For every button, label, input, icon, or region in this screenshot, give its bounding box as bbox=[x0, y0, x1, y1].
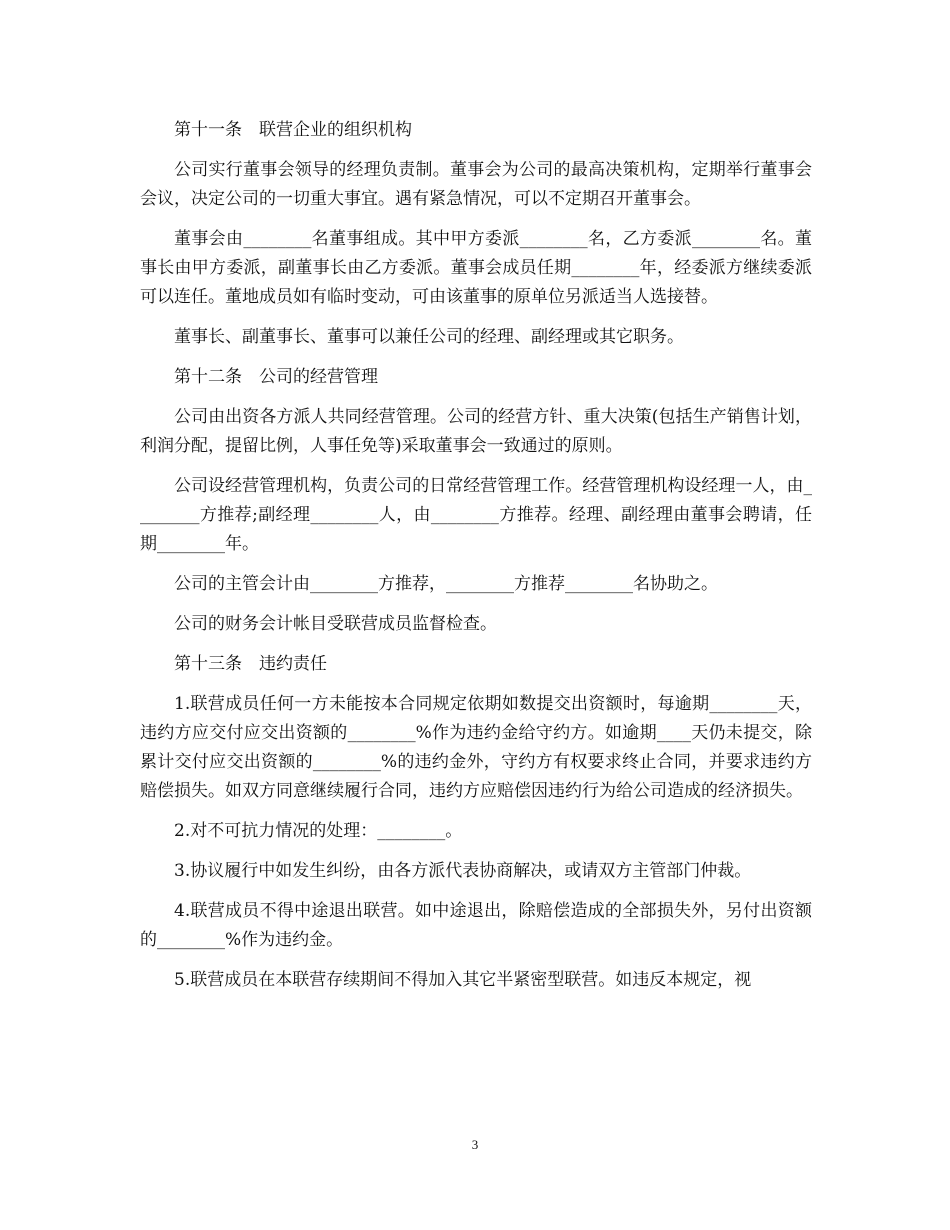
article-11-paragraph-2: 董事会由________名董事组成。其中甲方委派________名，乙方委派________名。董事长由甲方委派，副董事长由乙方委派。董事会成员任期________年，经委派方继续委派可以连任。董地成员如有临时变动，可由该董事的原单位另派适当人选接替。 bbox=[140, 229, 812, 307]
article-11-paragraph-1: 公司实行董事会领导的经理负责制。董事会为公司的最高决策机构，定期举行董事会会议，决定公司的一切重大事宜。遇有紧急情况，可以不定期召开董事会。 bbox=[140, 160, 812, 209]
article-13-heading: 第十三条 违约责任 bbox=[174, 654, 327, 674]
article-13-item-5: 5.联营成员在本联营存续期间不得加入其它半紧密型联营。如违反本规定，视 bbox=[174, 970, 752, 990]
article-11-heading: 第十一条 联营企业的组织机构 bbox=[174, 120, 412, 140]
article-12-paragraph-4: 公司的财务会计帐目受联营成员监督检查。 bbox=[174, 614, 497, 634]
document-body bbox=[140, 116, 812, 1006]
article-13-item-1: 1.联营成员任何一方未能按本合同规定依期如数提交出资额时，每逾期________天，违约方应交付应交出资额的________%作为违约金给守约方。如逾期____天仍未提交，除累计交付应交出资额的________%的违约金外，守约方有权要求终止合同，并要求违约方赔偿损失。如双方同意继续履行合同，违约方应赔偿因违约行为给公司造成的经济损失。 bbox=[140, 694, 812, 801]
article-12-paragraph-2: 公司设经营管理机构，负责公司的日常经营管理工作。经营管理机构设经理一人，由________方推荐;副经理________人，由________方推荐。经理、副经理由董事会聘请，任期________年。 bbox=[140, 476, 812, 554]
article-13-item-3: 3.协议履行中如发生纠纷，由各方派代表协商解决，或请双方主管部门仲裁。 bbox=[174, 861, 752, 881]
page-number: 3 bbox=[471, 1137, 479, 1152]
article-12-paragraph-1: 公司由出资各方派人共同经营管理。公司的经营方针、重大决策(包括生产销售计划，利润分配，提留比例，人事任免等)采取董事会一致通过的原则。 bbox=[140, 407, 812, 456]
article-12-paragraph-3: 公司的主管会计由________方推荐，________方推荐________名协助之。 bbox=[174, 574, 718, 594]
article-13-item-2: 2.对不可抗力情况的处理：________。 bbox=[174, 821, 463, 841]
article-12-heading: 第十二条 公司的经营管理 bbox=[174, 367, 378, 387]
article-11-paragraph-3: 董事长、副董事长、董事可以兼任公司的经理、副经理或其它职务。 bbox=[174, 327, 684, 347]
article-13-item-4: 4.联营成员不得中途退出联营。如中途退出，除赔偿造成的全部损失外，另付出资额的________%作为违约金。 bbox=[140, 901, 812, 950]
